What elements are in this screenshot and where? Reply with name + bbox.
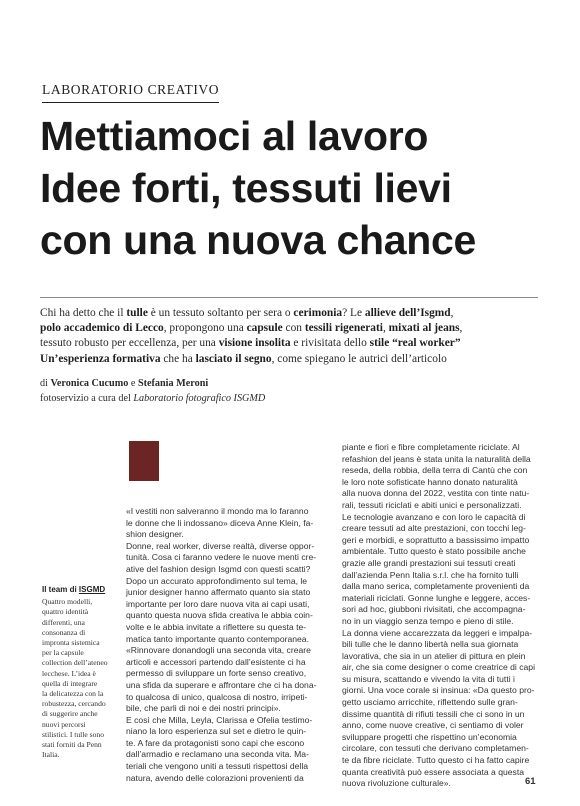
- body-line: E così che Milla, Leyla, Clarissa e Ofelia testimo-: [126, 714, 313, 725]
- body-line: su misura, scattando e vivendo la vita di tutti i: [342, 673, 515, 684]
- body-line: Dopo un accurato approfondimento sul tema, le: [126, 575, 308, 586]
- headline-line: Idee forti, tessuti lievi: [40, 165, 452, 211]
- body-line: matica tanto importante quanto contemporanea.: [126, 633, 309, 644]
- divider: [40, 297, 538, 298]
- body-line: anno, come nuove creative, ci sentiamo di voler: [342, 720, 524, 731]
- body-line: nuova rivoluzione culturale».: [342, 778, 451, 789]
- headline-line: con una nuova chance: [40, 217, 476, 263]
- drop-cap-block: [129, 441, 159, 481]
- body-line: shion designer.: [126, 529, 184, 540]
- body-line: «I vestiti non salveranno il mondo ma lo faranno: [126, 506, 309, 516]
- sidebar-line: di suggerire anche: [42, 709, 98, 719]
- article-deck: [40, 306, 540, 367]
- body-line: ambientale. Tutto questo è stato possibile anche: [342, 546, 526, 557]
- body-line: «Rinnovare donandogli una seconda vita, creare: [126, 645, 311, 656]
- sidebar-caption: [42, 585, 112, 760]
- body-line: tunità. Cosa ci faranno vedere le nuove menti cre-: [126, 552, 317, 563]
- body-line: La donna viene accarezzata da leggeri e impalpa-: [342, 627, 533, 638]
- body-line: grazie alle grandi prestazioni sui tessuti creati: [342, 557, 516, 568]
- body-line: sori ad hoc, giubboni rivisitati, che accompagna-: [342, 604, 526, 615]
- sidebar-line: Quattro modelli,: [42, 597, 93, 607]
- sidebar-line: per la capsule: [42, 648, 84, 658]
- section-kicker: LABORATORIO CREATIVO: [42, 82, 219, 103]
- deck-line: Chi ha detto che il tulle è un tessuto soltanto per sera o cerimonia? Le allieve dell’Isgmd,: [40, 307, 454, 319]
- body-line: una sfida da superare e affrontare che ci ha dona-: [126, 679, 317, 690]
- body-column-right: [342, 442, 542, 790]
- body-line: bili tulle che le danno libertà nella sua giornata: [342, 639, 519, 650]
- body-line: quanta creatività può essere associata a questa: [342, 766, 525, 777]
- body-line: niano la loro esperienza sul set e dietro le quin-: [126, 726, 307, 737]
- body-line: quanto questa nuova sfida creativa le abbia coin-: [126, 610, 313, 621]
- sidebar-line: lecchese. L’idea è: [42, 668, 96, 678]
- body-line: te da fibre riciclate. Tutto questo ci ha fatto capire: [342, 755, 530, 766]
- body-line: creare tessuti ad alte prestazioni, con tocchi leg-: [342, 523, 526, 534]
- body-line: te. A fare da protagonisti sono capi che escono: [126, 737, 305, 748]
- sidebar-line: differenti, una: [42, 617, 85, 627]
- photo-credit: fotoservizio a cura del Laboratorio fotografico ISGMD: [40, 393, 266, 404]
- body-line: le donne che li indossano» diceva Anne Klein, fa-: [126, 517, 314, 528]
- body-line: teriali che vengono uniti a tessuti rispettosi della: [126, 761, 309, 772]
- body-line: piante e fiori e fibre completamente riciclate. Al: [342, 442, 520, 452]
- body-line: ative del fashion design Isgmd con questi scatti?: [126, 563, 311, 574]
- sidebar-line: impronta sistemica: [42, 638, 100, 648]
- sidebar-line: stati forniti da Penn: [42, 740, 102, 750]
- body-line: volte e le abbia invitate a riflettere su questa te-: [126, 621, 307, 632]
- body-line: no in un viaggio senza tempo e pieno di stile.: [342, 615, 514, 626]
- body-line: rali, tessuti riciclati e abiti unici e personalizzati.: [342, 499, 522, 510]
- body-line: le loro note sofisticate hanno donato naturalità: [342, 476, 518, 487]
- byline: di Veronica Cucumo e Stefania Meroni: [40, 378, 209, 389]
- body-line: dall’armadio e reclamano una seconda vita. Ma-: [126, 749, 309, 760]
- body-line: natura, avendo delle colorazioni provenienti da: [126, 772, 304, 783]
- isgmd-link[interactable]: ISGMD: [78, 585, 106, 594]
- body-line: articoli e accessori partendo dall’esistente ci ha: [126, 656, 306, 667]
- body-column-left: [126, 506, 332, 784]
- body-line: dalla mano serica, completamente provenienti da: [342, 581, 530, 592]
- body-line: air, che sia come designer o come creatrice di capi: [342, 662, 535, 673]
- article-headline: [40, 110, 560, 266]
- body-line: junior designer hanno affermato quanto sia stato: [126, 587, 311, 598]
- body-line: reseda, della robbia, della terra di Cantù che con: [342, 465, 528, 476]
- body-line: geri e morbidi, e soprattutto a bassissimo impatto: [342, 534, 530, 545]
- deck-line: Un’esperienza formativa che ha lasciato il segno, come spiegano le autrici dell’articolo: [40, 352, 447, 365]
- headline-line: Mettiamoci al lavoro: [40, 113, 429, 159]
- body-line: dissime quantità di rifiuti tessili che ci sono in un: [342, 708, 525, 719]
- article-credits: [40, 376, 540, 406]
- body-line: bile, che parli di noi e dei nostri principi».: [126, 703, 281, 714]
- sidebar-line: quella di integrare: [42, 678, 98, 688]
- body-line: dall’azienda Penn Italia s.r.l. che ha fornito tulli: [342, 569, 519, 580]
- body-line: Le tecnologie avanzano e con loro le capacità di: [342, 511, 526, 522]
- sidebar-line: consonanza di: [42, 627, 86, 637]
- body-line: giorni. Una voce corale si insinua: «Da questo pro-: [342, 685, 535, 696]
- body-line: refashion del jeans è stata unita la naturalità della: [342, 453, 531, 464]
- body-line: lavorativa, che sia in un atelier di pittura en plein: [342, 650, 526, 661]
- body-line: importante per loro dare nuova vita ai capi usati,: [126, 598, 310, 609]
- body-line: circolare, con tessuti che derivano completamen-: [342, 743, 529, 754]
- body-line: alla nuova donna del 2022, vestita con tinte natu-: [342, 488, 530, 499]
- sidebar-line: la delicatezza con la: [42, 689, 104, 699]
- deck-line: polo accademico di Lecco, propongono una capsule con tessili rigenerati, mixati al jeans,: [40, 322, 463, 335]
- sidebar-title: Il team di ISGMD: [42, 585, 106, 594]
- body-line: sviluppare progetti che rispettino un’economia: [342, 731, 517, 742]
- body-line: getto usciamo arricchite, riflettendo sulle gran-: [342, 697, 518, 708]
- sidebar-line: Italia.: [42, 750, 60, 760]
- body-line: Donne, real worker, diverse realtà, diverse oppor-: [126, 540, 315, 551]
- deck-line: tessuto robusto per eccellenza, per una visione insolita e rivisitata dello stile “real worker”: [40, 337, 461, 350]
- body-line: to qualcosa di unico, qualcosa di nostro, irripeti-: [126, 691, 308, 702]
- page-number: 61: [525, 776, 536, 787]
- sidebar-line: robustezza, cercando: [42, 699, 106, 709]
- sidebar-line: nuovi percorsi: [42, 719, 86, 729]
- body-line: permesso di sviluppare un forte senso creativo,: [126, 668, 307, 679]
- body-line: materiali riciclati. Gonne lunghe e leggere, acces-: [342, 592, 531, 603]
- sidebar-line: collection dell’ateneo: [42, 658, 108, 668]
- sidebar-line: stilistici. I tulle sono: [42, 729, 105, 739]
- sidebar-line: quattro identità: [42, 607, 89, 617]
